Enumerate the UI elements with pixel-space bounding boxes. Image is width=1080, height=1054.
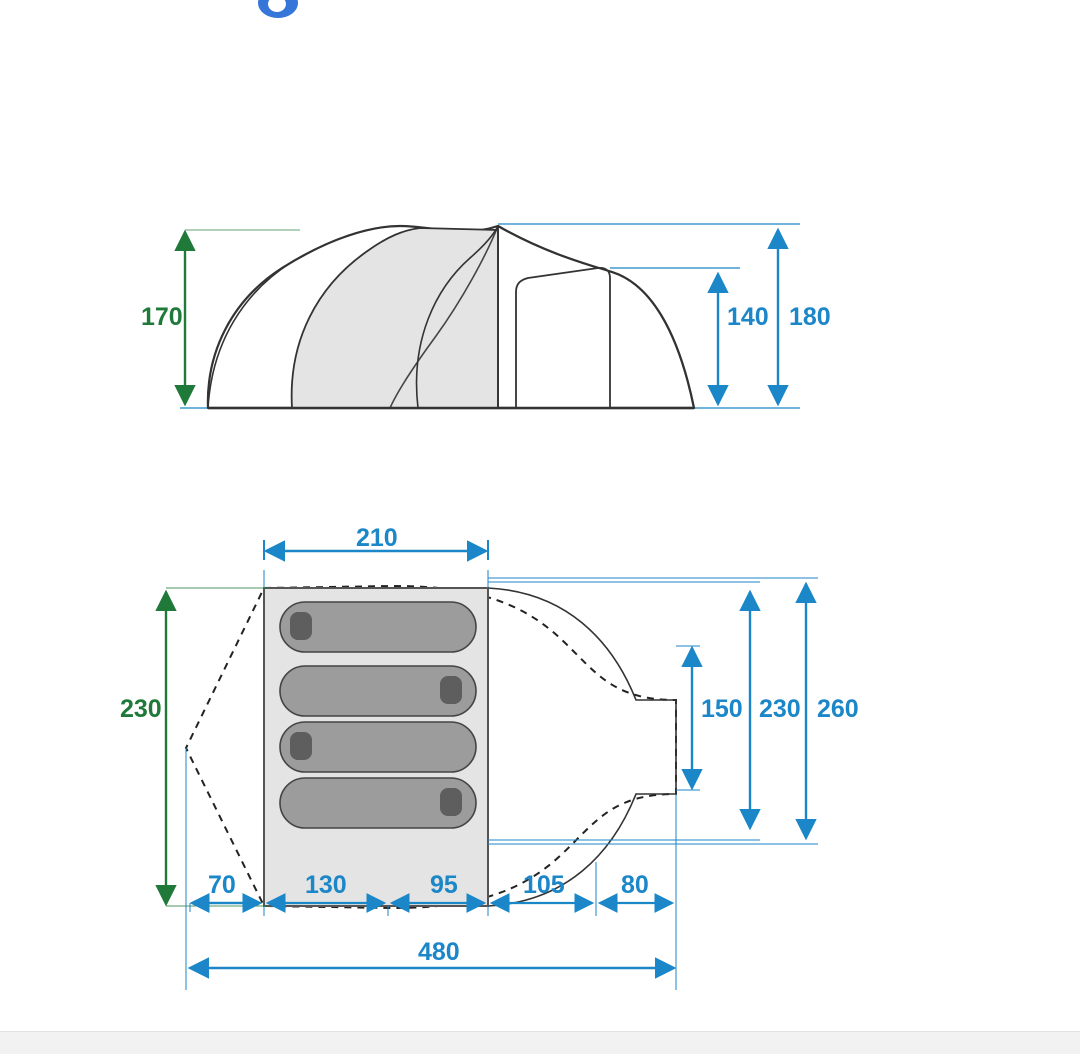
- side-height-total-label: 180: [789, 303, 831, 331]
- plan-len-total-label: 480: [418, 938, 460, 966]
- side-height-left-label: 170: [141, 303, 183, 331]
- page-bottom-strip: [0, 1031, 1080, 1054]
- plan-len-rear-label: 70: [208, 871, 236, 899]
- plan-len-sec1-label: 130: [305, 871, 347, 899]
- plan-len-sec2-label: 95: [430, 871, 458, 899]
- plan-depth-inner-label: 230: [120, 695, 162, 723]
- plan-depth-living-label: 230: [759, 695, 801, 723]
- floor-plan-drawing: [166, 540, 818, 990]
- plan-len-sec3-label: 105: [523, 871, 565, 899]
- plan-depth-total-label: 260: [817, 695, 859, 723]
- sleeping-mats: [280, 602, 476, 828]
- plan-len-front-label: 80: [621, 871, 649, 899]
- plan-width-inner-label: 210: [356, 524, 398, 552]
- side-elevation-drawing: [180, 224, 800, 408]
- side-height-door-label: 140: [727, 303, 769, 331]
- plan-width-porch-label: 150: [701, 695, 743, 723]
